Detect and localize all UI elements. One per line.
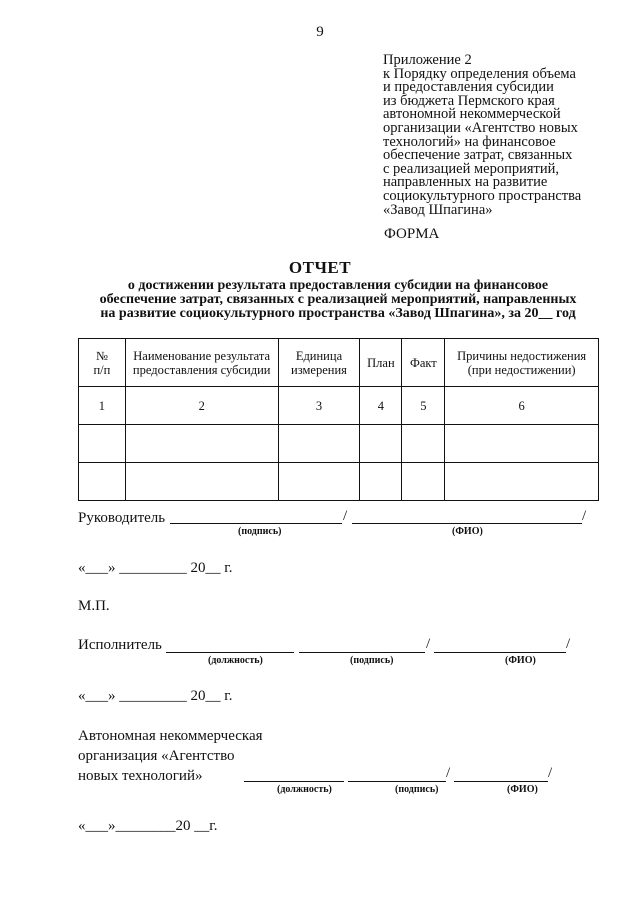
caption-fio: (ФИО) [507,784,538,795]
slash: / [446,765,451,781]
subtitle-line: о достижении результата предоставления субсидии на финансовое [127,278,549,293]
table-cell[interactable] [278,463,360,501]
table-cell: 1 [79,387,126,425]
table-cell[interactable] [79,425,126,463]
slash: / [426,636,431,652]
slash: / [343,508,348,524]
table-cell[interactable] [125,425,278,463]
caption-position: (должность) [208,655,263,666]
report-title: ОТЧЕТ [288,258,352,277]
table-cell: 4 [360,387,402,425]
stamp-label: М.П. [78,598,110,614]
table-cell: 6 [445,387,599,425]
report-table [78,338,599,501]
table-cell[interactable] [278,425,360,463]
appendix-line: обеспечение затрат, связанных [383,147,573,164]
appendix-block [383,54,623,217]
executor-signature-line[interactable] [299,652,425,653]
table-cell[interactable] [402,425,445,463]
caption-fio: (ФИО) [505,655,536,666]
form-label: ФОРМА [384,226,440,242]
table-cell[interactable] [402,463,445,501]
header-cell-unit: Единица измерения [278,339,360,387]
header-cell-plan: План [360,339,402,387]
table-cell[interactable] [445,463,599,501]
date-field[interactable]: «___»________20 __г. [78,818,218,834]
org-fio-line[interactable] [454,781,548,782]
caption-position: (должность) [277,784,332,795]
table-header-row [79,339,599,387]
appendix-line: из бюджета Пермского края [383,92,555,109]
table-cell: 2 [125,387,278,425]
table-cell[interactable] [79,463,126,501]
executor-fio-line[interactable] [434,652,566,653]
slash: / [582,508,587,524]
head-fio-line[interactable] [352,523,582,524]
appendix-line: технологий» на финансовое [383,133,556,150]
appendix-line: организации «Агентство новых [383,119,578,136]
date-field[interactable]: «___» _________ 20__ г. [78,560,233,576]
organization-line: организация «Агентство [78,748,235,764]
table-cell[interactable] [360,425,402,463]
organization-line: Автономная некоммерческая [78,728,263,744]
appendix-line: и предоставления субсидии [383,79,554,96]
table-row [79,463,599,501]
head-label: Руководитель [78,510,166,526]
org-signature-line[interactable] [348,781,446,782]
caption-signature: (подпись) [238,526,282,537]
header-cell-fact: Факт [402,339,445,387]
caption-signature: (подпись) [395,784,439,795]
report-subtitle [68,279,608,321]
appendix-line: с реализацией мероприятий, [383,160,560,177]
date-field[interactable]: «___» _________ 20__ г. [78,688,233,704]
table-cell: 5 [402,387,445,425]
header-cell-result-name: Наименование результата предоставления субсидии [125,339,278,387]
head-signature-line[interactable] [170,523,342,524]
caption-fio: (ФИО) [452,526,483,537]
table-cell[interactable] [360,463,402,501]
table-cell[interactable] [125,463,278,501]
caption-signature: (подпись) [350,655,394,666]
table-row [79,425,599,463]
appendix-line: автономной некоммерческой [383,106,561,123]
appendix-line: социокультурного пространства [383,187,582,204]
page-number: 9 [316,24,324,40]
appendix-line: «Завод Шпагина» [383,201,493,218]
header-cell-reasons: Причины недостижения (при недостижении) [445,339,599,387]
table-number-row [79,387,599,425]
executor-position-line[interactable] [166,652,294,653]
slash: / [548,765,553,781]
header-cell-number: № п/п [79,339,126,387]
slash: / [566,636,571,652]
org-position-line[interactable] [244,781,344,782]
table-cell[interactable] [445,425,599,463]
table-cell: 3 [278,387,360,425]
executor-label: Исполнитель [78,637,162,653]
appendix-line: к Порядку определения объема [383,65,576,82]
organization-name [78,726,263,786]
organization-line: новых технологий» [78,768,203,784]
appendix-line: Приложение 2 [383,52,472,68]
subtitle-line: на развитие социокультурного пространства «Завод Шпагина», за 20__ год [100,306,576,321]
appendix-line: направленных на развитие [383,174,548,191]
subtitle-line: обеспечение затрат, связанных с реализацией мероприятий, направленных [99,292,577,307]
